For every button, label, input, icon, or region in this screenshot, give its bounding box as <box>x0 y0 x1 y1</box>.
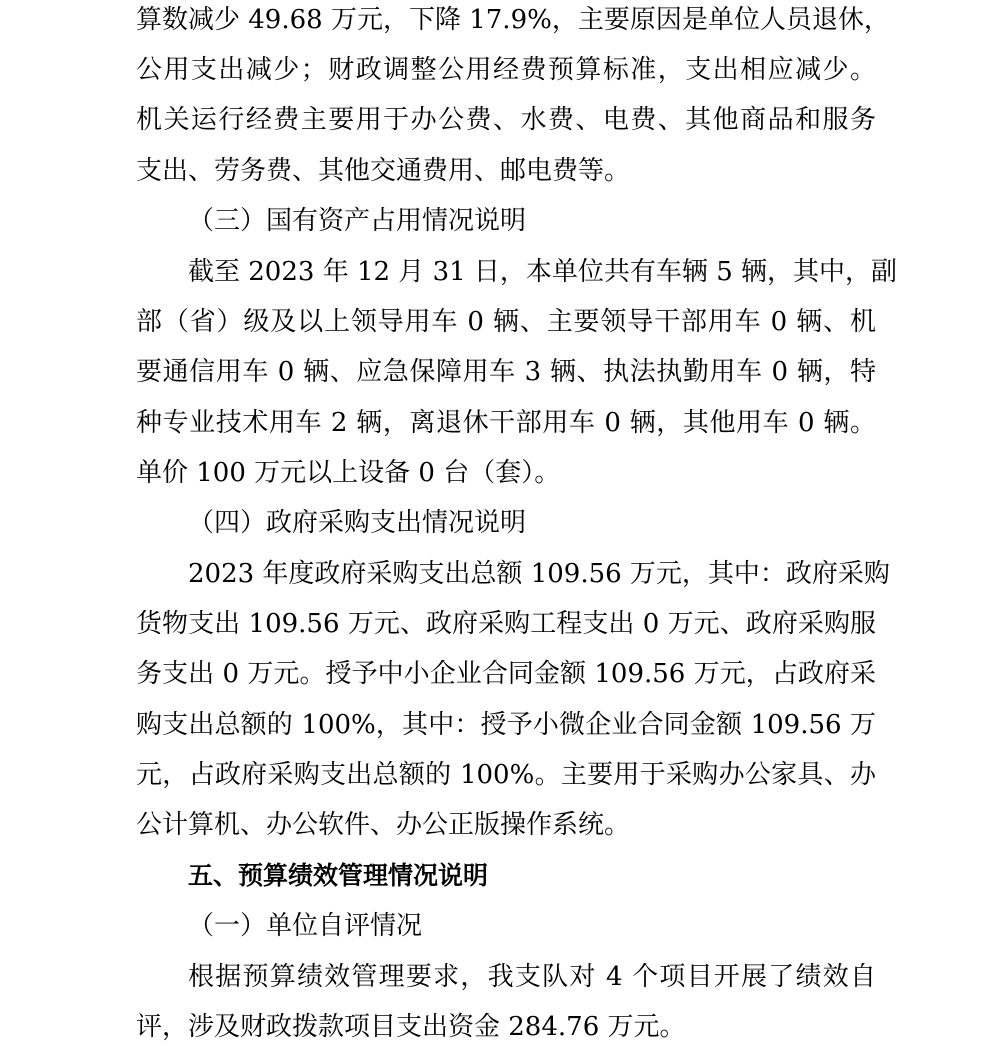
paragraph-line: 评，涉及财政拨款项目支出资金 284.76 万元。 <box>136 1012 686 1042</box>
paragraph-line: 2023 年度政府采购支出总额 109.56 万元，其中：政府采购 <box>188 559 890 589</box>
paragraph-line: 要通信用车 0 辆、应急保障用车 3 辆、执法执勤用车 0 辆，特 <box>136 357 876 387</box>
chapter-heading-performance: 五、预算绩效管理情况说明 <box>188 861 489 890</box>
paragraph-line: 元，占政府采购支出总额的 100%。主要用于采购办公家具、办 <box>136 760 876 790</box>
section-heading-procurement: （四）政府采购支出情况说明 <box>188 508 527 538</box>
paragraph-line: 单价 100 万元以上设备 0 台（套）。 <box>136 458 561 488</box>
paragraph-line: 公用支出减少；财政调整公用经费预算标准，支出相应减少。 <box>136 55 876 85</box>
paragraph-line: 公计算机、办公软件、办公正版操作系统。 <box>136 810 631 840</box>
paragraph-line: 务支出 0 万元。授予中小企业合同金额 109.56 万元，占政府采 <box>136 659 876 689</box>
paragraph-line: 货物支出 109.56 万元、政府采购工程支出 0 万元、政府采购服 <box>136 609 876 639</box>
paragraph-line: 根据预算绩效管理要求，我支队对 4 个项目开展了绩效自 <box>188 962 876 992</box>
paragraph-line: 支出、劳务费、其他交通费用、邮电费等。 <box>136 156 631 186</box>
section-heading-assets: （三）国有资产占用情况说明 <box>188 206 527 236</box>
paragraph-line: 截至 2023 年 12 月 31 日，本单位共有车辆 5 辆，其中，副 <box>188 257 897 287</box>
paragraph-line: 算数减少 49.68 万元，下降 17.9%，主要原因是单位人员退休， <box>136 5 890 35</box>
paragraph-line: 部（省）级及以上领导用车 0 辆、主要领导干部用车 0 辆、机 <box>136 307 876 337</box>
paragraph-line: 购支出总额的 100%，其中：授予小微企业合同金额 109.56 万 <box>136 710 876 740</box>
section-heading-self-evaluation: （一）单位自评情况 <box>188 911 423 941</box>
paragraph-line: 种专业技术用车 2 辆，离退休干部用车 0 辆，其他用车 0 辆。 <box>136 408 876 438</box>
paragraph-line: 机关运行经费主要用于办公费、水费、电费、其他商品和服务 <box>136 105 876 135</box>
